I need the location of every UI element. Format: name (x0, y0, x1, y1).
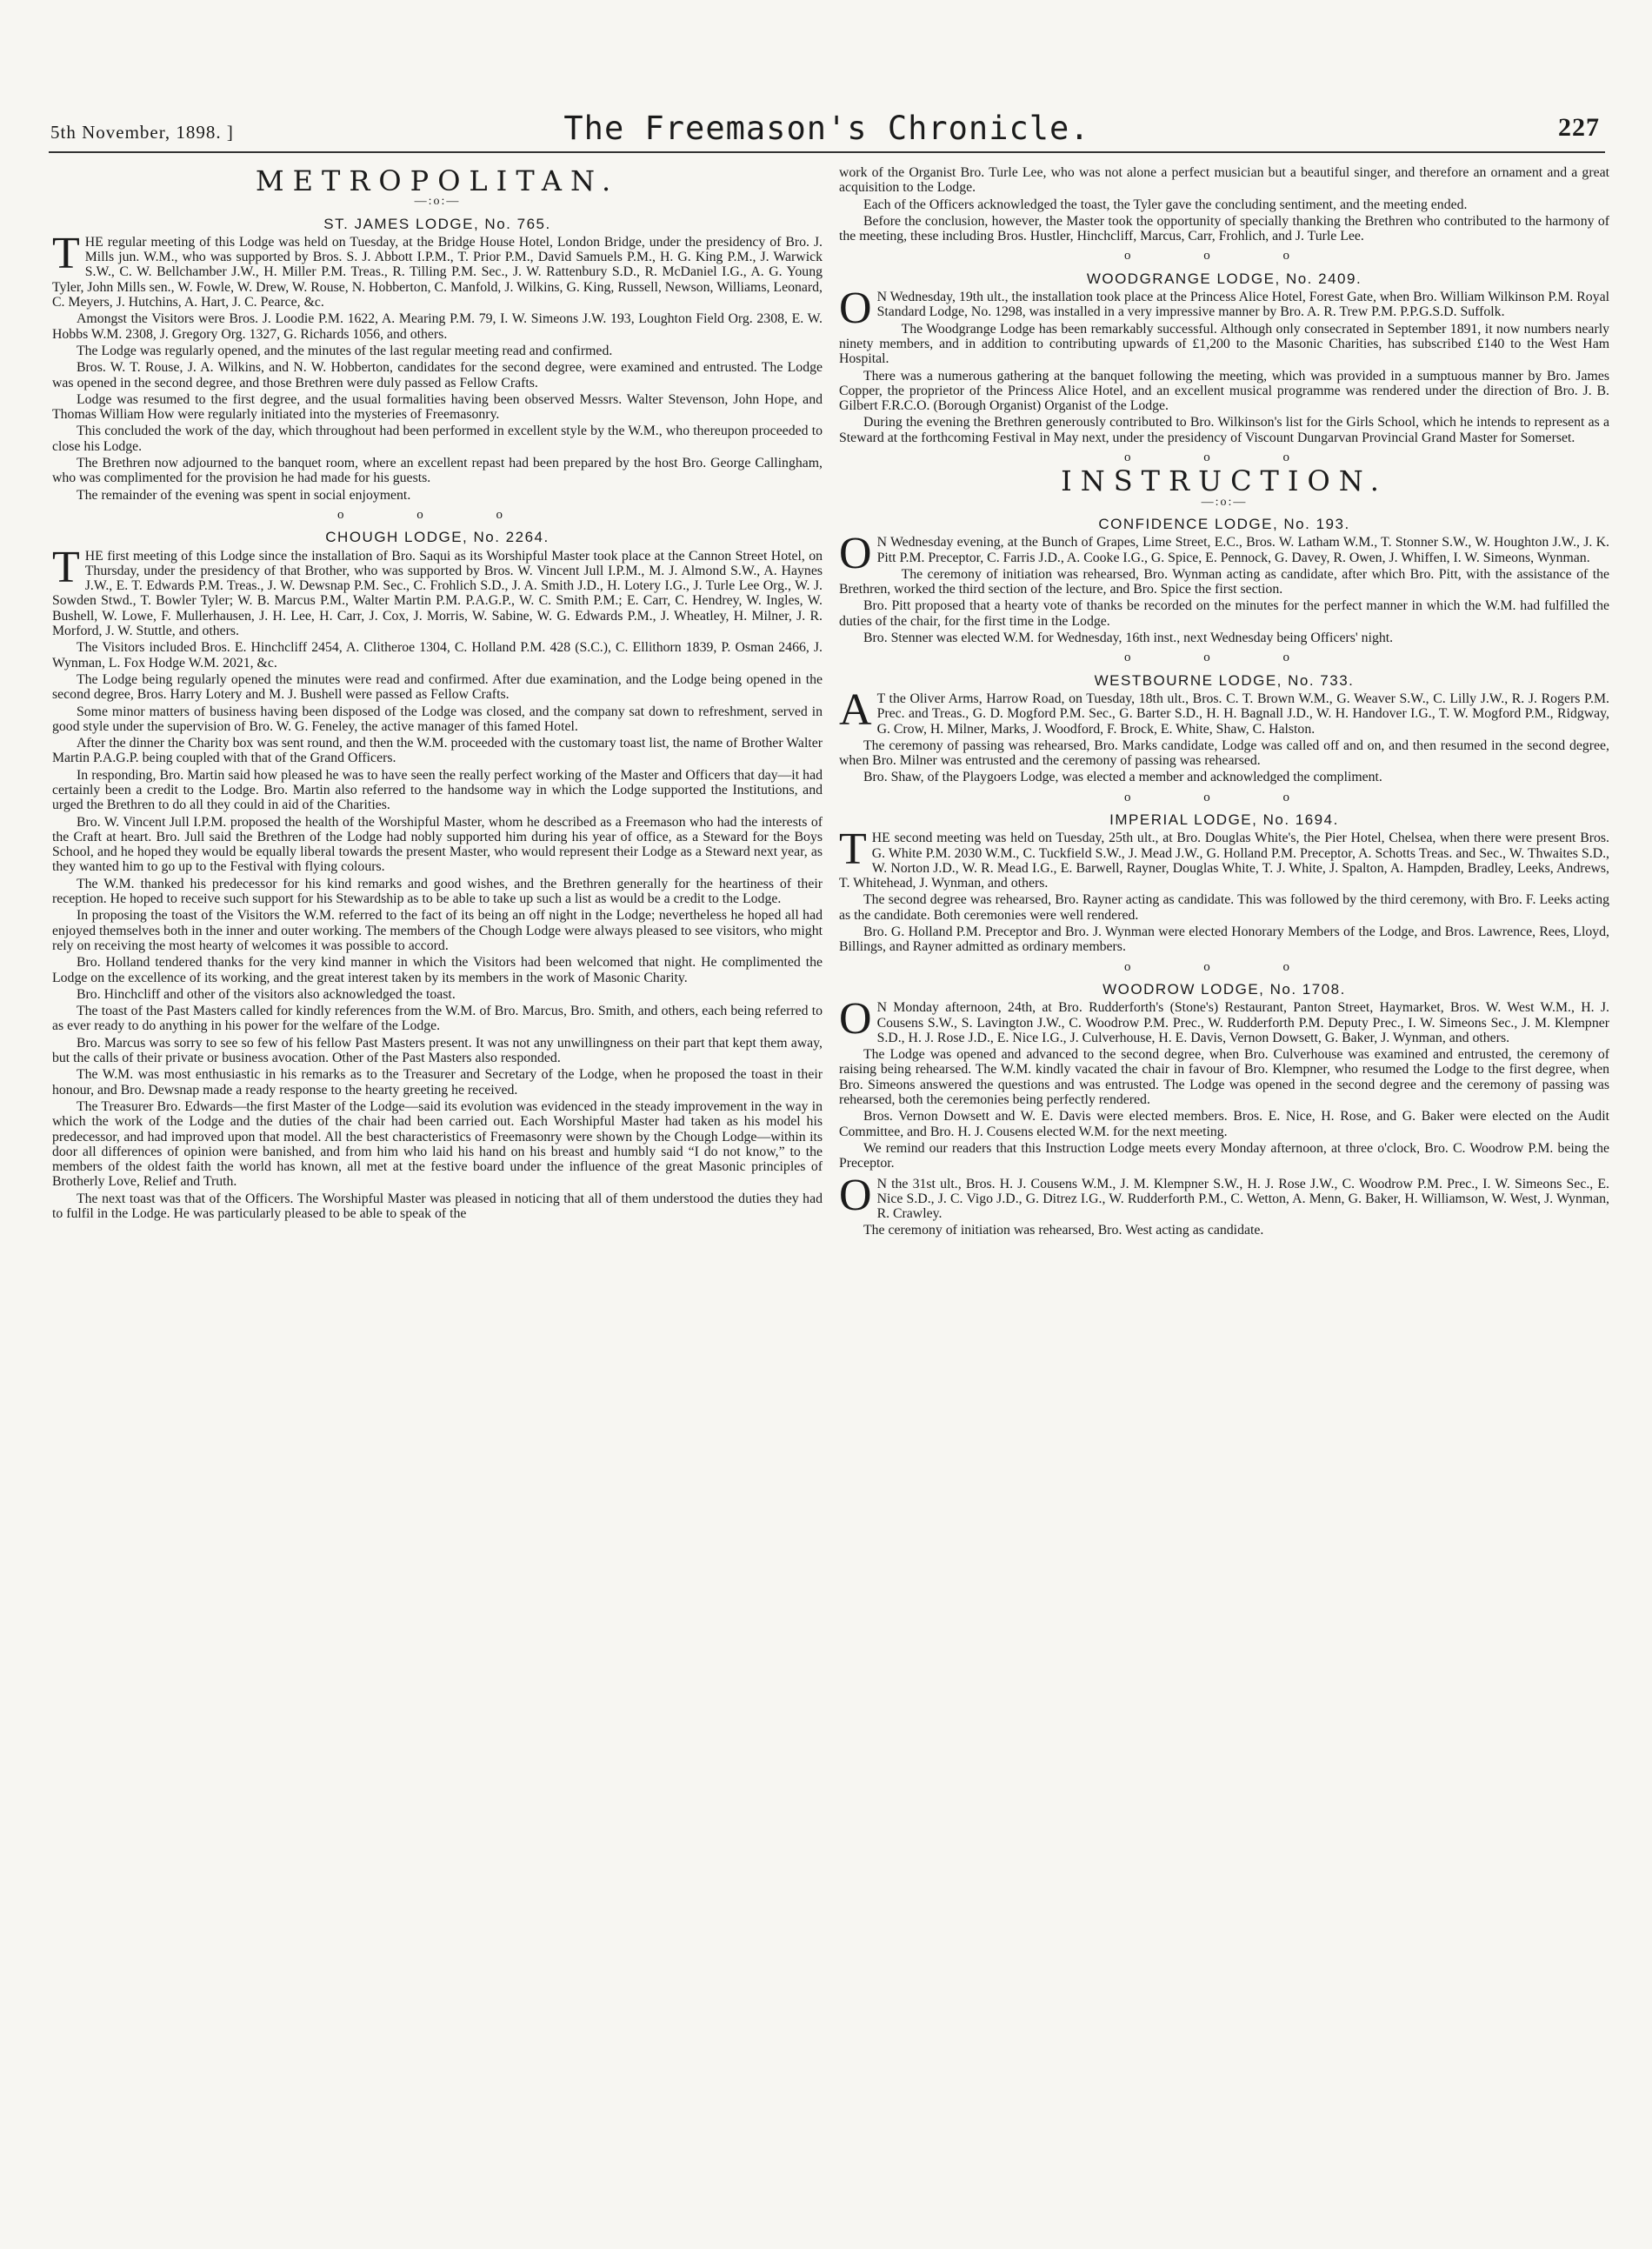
article-paragraph: Bro. Stenner was elected W.M. for Wednesday, 16th inst., next Wednesday being Officers' night. (863, 631, 1394, 646)
article-paragraph: The W.M. was most enthusiastic in his remarks as to the Treasurer and Secretary of the Lodge, when he proposed the toast in their honour, and Bro. Dewsnap made a ready response to the hearty greeting he received. (52, 1067, 823, 1098)
article-paragraph: This concluded the work of the day, which throughout had been performed in excellent style by the W.M., who thereupon proceeded to close his Lodge. (52, 424, 823, 454)
article-paragraph-continued: work of the Organist Bro. Turle Lee, who was not alone a perfect musician but a beautiful singer, and therefore an ornament and a great acquisition to the Lodge. (839, 165, 1609, 196)
section-title-metropolitan: METROPOLITAN. (255, 165, 620, 197)
article-paragraph: THE first meeting of this Lodge since the installation of Bro. Saqui as its Worshipful Master took place at the Cannon Street Hotel, on Thursday, under the presidency of that Brother, who was supported by Bros. W. Vincent Jull I.P.M., M. J. Almond S.W., A. Haynes J.W., E. T. Edwards P.M. Treas., J. W. Dewsnap P.M. Sec., C. Frohlich S.D., J. A. Smith J.D., H. Lotery I.G., J. Turle Lee Org., W. J. Sowden Stwd., T. Bowler Tyler; W. B. Marcus P.M., Walter Martin P.M. P.A.G.P., W. C. Smith P.M.; E. Carr, C. Hendrey, W. Ingles, W. Bushell, W. Lowe, F. Mullerhausen, J. H. Lee, H. Carr, J. Cox, J. Morris, W. Sabine, W. G. Edwards P.M., J. Wheatley, H. Milner, J. R. Morford, J. W. Stuttle, and others. (52, 542, 823, 639)
article-paragraph: Bro. Holland tendered thanks for the very kind manner in which the Visitors had been welcomed that night. He complimented the Lodge on the excellence of its working, and the great interest taken by its members in the work of Masonic Charity. (52, 955, 823, 985)
article-paragraph: We remind our readers that this Instruction Lodge meets every Monday afternoon, at three o'clock, Bro. C. Woodrow P.M. being the Preceptor. (839, 1140, 1609, 1171)
lodge-heading-confidence: CONFIDENCE LODGE, No. 193. (1098, 515, 1350, 532)
right-column (839, 165, 1609, 2235)
article-paragraph: The ceremony of initiation was rehearsed, Bro. Wynman acting as candidate, after which Bro. Pitt, with the assistance of the Brethren, worked the third section of the lecture, and Bro. Spice the first section. (839, 566, 1609, 597)
article-paragraph: Bro. Shaw, of the Playgoers Lodge, was elected a member and acknowledged the compliment. (863, 770, 1382, 785)
article-paragraph: O N the 31st ult., Bros. H. J. Cousens W.M., J. M. Klempner S.W., H. J. Rose J.W., C. Woodrow P.M. Prec., I. W. Simeons Sec., E. Nice S.D., J. C. Vigo J.D., G. Ditrez I.G., W. Rudderforth P.M., C. Wetton, A. Menn, G. Baker, H. Williamson, W. West, J. Wynman, R. Crawley. (839, 1170, 1609, 1222)
article-paragraph: A T the Oliver Arms, Harrow Road, on Tuesday, 18th ult., Bros. C. T. Brown W.M., G. Weaver S.W., C. Lilly J.W., R. J. Rogers P.M. Prec. and Treas., G. D. Mogford P.M. Sec., G. Barter S.D., H. H. Bagnall J.D., W. H. Handover I.G., T. W. Mogford P.M., Ridgway, G. Crow, H. Milner, Marks, J. Woodford, F. Brock, E. White, Shaw, C. Halston. (839, 684, 1609, 737)
article-paragraph: Bro. Marcus was sorry to see so few of his fellow Past Masters present. It was not any unwillingness on their part that kept them away, but the calls of their private or business avocation. Other of the Past Masters also responded. (52, 1035, 823, 1066)
article-paragraph: The remainder of the evening was spent in social enjoyment. (77, 487, 411, 503)
page-number: 227 (1558, 113, 1600, 142)
article-paragraph: THE second meeting was held on Tuesday, 25th ult., at Bro. Douglas White's, the Pier Hotel, Chelsea, when there were present Bros. G. White P.M. 2030 W.M., C. Tuckfield S.W., J. Mead J.W., G. Holland P.M. Preceptor, A. Schotts Treas. and Sec., W. Thwaites S.D., W. Norton J.D., W. R. Mead I.G., E. Barwell, Rayner, Douglas White, T. J. White, J. Spalton, A. Hampden, Bradley, Leeks, Andrews, T. Whitehead, J. Wynman, and others. (839, 824, 1609, 891)
lodge-heading-westbourne: WESTBOURNE LODGE, No. 733. (1094, 671, 1355, 689)
drop-cap: T (839, 824, 867, 875)
article-paragraph: Bro. Pitt proposed that a hearty vote of thanks be recorded on the minutes for the perfect manner in which the W.M. had fulfilled the duties of the chair, for the first time in the Lodge. (839, 598, 1609, 629)
article-paragraph: The ceremony of initiation was rehearsed, Bro. West acting as candidate. (863, 1223, 1264, 1238)
page-header (49, 108, 1605, 153)
article-paragraph: During the evening the Brethren generously contributed to Bro. Wilkinson's list for the Girls School, which he intends to represent as a Steward at the forthcoming Festival in May next, under the presidency of Viscount Dungarvan Provincial Grand Master for Somerset. (839, 415, 1609, 445)
article-paragraph: Some minor matters of business having been disposed of the Lodge was closed, and the company sat down to refreshment, served in good style under the supervision of Bro. W. G. Feneley, the active manager of this famed Hotel. (52, 704, 823, 734)
issue-date: 5th November, 1898. ] (50, 122, 234, 143)
drop-cap: O (839, 994, 872, 1044)
article-paragraph: The Brethren now adjourned to the banquet room, where an excellent repast had been prepared by the host Bro. George Callingham, who was complimented for the provision he had made for his guests. (52, 456, 823, 486)
section-ornament: —:o:— (1201, 495, 1248, 509)
article-paragraph: The toast of the Past Masters called for kindly references from the W.M. of Bro. Marcus, Bro. Smith, and others, each being referred to as ever ready to do anything in his power for the welfare of the Lodge. (52, 1004, 823, 1034)
article-paragraph: O N Wednesday, 19th ult., the installation took place at the Princess Alice Hotel, Forest Gate, when Bro. William Wilkinson P.M. Royal Standard Lodge, No. 1298, was installed in a very impressive manner by Bro. A. R. Trew P.M. P.P.G.S.D. Suffolk. (839, 284, 1609, 334)
lodge-heading-woodrow: WOODROW LODGE, No. 1708. (1102, 980, 1346, 998)
drop-cap: O (839, 529, 872, 579)
article-paragraph: The second degree was rehearsed, Bro. Rayner acting as candidate. This was followed by the third ceremony, with Bro. F. Leeks acting as the candidate. Both ceremonies were well rendered. (839, 892, 1609, 923)
article-paragraph: The Visitors included Bros. E. Hinchcliff 2454, A. Clitheroe 1304, C. Holland P.M. 428 (S.C.), C. Ellithorn 1839, P. Osman 2466, J. Wynman, L. Fox Hodge W.M. 2021, &c. (52, 640, 823, 671)
lodge-heading-st-james: ST. JAMES LODGE, No. 765. (323, 215, 551, 232)
article-paragraph: Bro. G. Holland P.M. Preceptor and Bro. J. Wynman were elected Honorary Members of the Lodge, and Bros. Lawrence, Rees, Lloyd, Billings, and Rayner admitted as ordinary members. (839, 924, 1609, 955)
article-paragraph: In proposing the toast of the Visitors the W.M. referred to the fact of its being an off night in the Lodge; nevertheless he hoped all had enjoyed themselves both in the inner and outer working. The members of the Chough Lodge were always pleased to see visitors, who might rely on receiving the most hearty of welcomes it was possible to accord. (52, 908, 823, 953)
drop-cap: A (839, 684, 872, 735)
article-paragraph: THE regular meeting of this Lodge was held on Tuesday, at the Bridge House Hotel, London Bridge, under the presidency of Bro. J. Mills jun. W.M., who was supported by Bros. S. J. Abbott I.P.M., T. Prior P.M., David Samuels P.M., H. G. King P.M., J. Warwick S.W., C. W. Bellchamber J.W., H. Miller P.M. Treas., R. Tilling P.M. Sec., J. W. Rattenbury S.D., R. McDaniel I.G., A. G. Young Tyler, John Mills sen., W. Fowle, W. Drew, W. Rouse, N. Hobberton, C. Manfold, J. Wilkins, G. King, Russell, Newson, Williams, Leonard, C. Meyers, J. Hutchins, A. Hart, J. C. Pearce, &c. (52, 228, 823, 310)
article-paragraph: O N Monday afternoon, 24th, at Bro. Rudderforth's (Stone's) Restaurant, Panton Street, Haymarket, Bros. W. West W.M., H. J. Cousens S.W., S. Lavington J.W., C. Woodrow P.M. Prec., W. Rudderforth P.M. Deputy Prec., I. W. Simeons Sec., J. M. Klempner S.D., H. J. Rose J.D., E. Nice I.G., J. Culverhouse, H. E. Davis, Vernon Dowsett, G. Baker, J. Wynman, and others. (839, 994, 1609, 1045)
section-divider: o o o (1124, 249, 1324, 264)
article-paragraph: The Lodge was opened and advanced to the second degree, when Bro. Culverhouse was examined and entrusted, the ceremony of raising being rehearsed. The W.M. kindly vacated the chair in favour of Bro. Klempner, who resumed the Lodge to the first degree, when Bro. Simeons answered the questions and was entrusted. The Lodge was opened in the second degree and the ceremony of passing was rehearsed, both the ceremonies being perfectly rendered. (839, 1047, 1609, 1108)
drop-cap: O (839, 284, 872, 334)
lodge-heading-imperial: IMPERIAL LODGE, No. 1694. (1109, 811, 1339, 828)
article-paragraph: The ceremony of passing was rehearsed, Bro. Marks candidate, Lodge was called off and on, and then resumed in the second degree, when Bro. Milner was entrusted and the ceremony of passing was rehearsed. (839, 737, 1609, 769)
section-ornament: —:o:— (414, 195, 461, 209)
article-paragraph: There was a numerous gathering at the banquet following the meeting, which was provided in a sumptuous manner by Bro. James Copper, the proprietor of the Princess Alice Hotel, and an excellent musical programme was rendered under the direction of Bro. J. B. Gilbert F.R.C.O. (Borough Organist) Organist of the Lodge. (839, 368, 1609, 414)
left-column (52, 165, 823, 2235)
article-paragraph: O N Wednesday evening, at the Bunch of Grapes, Lime Street, E.C., Bros. W. Latham W.M., T. Stonner S.W., W. Houghton J.W., J. K. Pitt P.M. Preceptor, C. Farris J.D., A. Cooke I.G., G. Spice, E. Pennock, G. Davey, R. Owen, J. Whiffen, I. W. Simeons, Wynman. (839, 529, 1609, 579)
article-paragraph: Each of the Officers acknowledged the toast, the Tyler gave the concluding sentiment, and the meeting ended. (863, 197, 1468, 212)
article-paragraph: Before the conclusion, however, the Master took the opportunity of specially thanking the Brethren who contributed to the harmony of the meeting, these including Bros. Hustler, Hinchcliff, Marcus, Carr, Frohlich, and J. Turle Lee. (839, 213, 1609, 244)
section-divider: o o o (1124, 651, 1324, 665)
article-paragraph: Amongst the Visitors were Bros. J. Loodie P.M. 1622, A. Mearing P.M. 79, I. W. Simeons J.W. 193, Loughton Field Org. 2308, E. W. Hobbs W.M. 2308, J. Gregory Org. 1327, G. Richards 1056, and others. (52, 311, 823, 342)
article-paragraph: Bro. Hinchcliff and other of the visitors also acknowledged the toast. (77, 986, 456, 1002)
section-title-instruction: INSTRUCTION. (1061, 464, 1388, 498)
article-paragraph: Lodge was resumed to the first degree, and the usual formalities having been observed Messrs. Walter Stevenson, John Hope, and Thomas William How were regularly initiated into the mysteries of Freemasonry. (52, 391, 823, 423)
masthead-title: The Freemason's Chronicle. (563, 110, 1090, 147)
section-divider: o o o (1124, 450, 1324, 465)
drop-cap: T (52, 542, 80, 592)
lodge-heading-chough: CHOUGH LODGE, No. 2264. (325, 529, 550, 546)
article-paragraph: The Lodge was regularly opened, and the minutes of the last regular meeting read and confirmed. (77, 343, 613, 358)
article-paragraph: The Treasurer Bro. Edwards—the first Master of the Lodge—said its evolution was evidenced in the steady improvement in the way in which the work of the Lodge and the duties of the chair had been carried out. Each Worshipful Master had taken as his model his predecessor, and had improved upon that model. All the best characteristics of Freemasonry were shown by the Chough Lodge—within its door all differences of opinion were banished, and from him who laid his hand on his breast and humbly said “I do not know,” to the members of the oldest faith the world has known, all met at the festive board under the influence of the great Masonic principles of Brotherly Love, Relief and Truth. (52, 1098, 823, 1190)
section-divider: o o o (1124, 790, 1324, 804)
article-paragraph: Bros. Vernon Dowsett and W. E. Davis were elected members. Bros. E. Nice, H. Rose, and G. Baker were elected on the Audit Committee, and Bro. H. J. Cousens elected W.M. for the next meeting. (839, 1109, 1609, 1139)
article-paragraph: The next toast was that of the Officers. The Worshipful Master was pleased in noticing that all of them understood the duties they had to fulfil in the Lodge. He was particularly pleased to be able to speak of the (52, 1191, 823, 1221)
drop-cap: O (839, 1170, 872, 1220)
section-divider: o o o (337, 507, 537, 522)
lodge-heading-woodgrange: WOODGRANGE LODGE, No. 2409. (1086, 270, 1362, 287)
article-paragraph: The W.M. thanked his predecessor for his kind remarks and good wishes, and the Brethren generally for the heartiness of their reception. He hoped to receive such support for his Stewardship as to be able to take up such a list as would be a credit to the Lodge. (52, 876, 823, 907)
article-paragraph: After the dinner the Charity box was sent round, and then the W.M. proceeded with the customary toast list, the name of Brother Walter Martin P.A.G.P. being coupled with that of the Grand Officers. (52, 736, 823, 766)
drop-cap: T (52, 228, 80, 278)
article-paragraph: Bros. W. T. Rouse, J. A. Wilkins, and N. W. Hobberton, candidates for the second degree, were examined and entrusted. The Lodge was opened in the second degree, and those Brethren were duly passed as Fellow Crafts. (52, 360, 823, 390)
article-paragraph: Bro. W. Vincent Jull I.P.M. proposed the health of the Worshipful Master, whom he described as a Freemason who had the interests of the Craft at heart. Bro. Jull said the Brethren of the Lodge had nobly supported him during his year of office, as a Steward for the Boys School, and he hoped they would be equally liberal towards the present Master, who would represent their Lodge as a Steward next year, as they wanted him to go up to the Festival with flying colours. (52, 814, 823, 875)
article-paragraph: In responding, Bro. Martin said how pleased he was to have seen the really perfect working of the Master and Officers that day—it had certainly been a credit to the Lodge. Bro. Martin also referred to the handsome way in which the Lodge supported the Institutions, and urged the Brethren to do all they could in aid of the Charities. (52, 767, 823, 813)
article-paragraph: The Lodge being regularly opened the minutes were read and confirmed. After due examination, and the Lodge being opened in the second degree, Bros. Harry Lotery and M. J. Bushell were passed as Fellow Crafts. (52, 671, 823, 703)
section-divider: o o o (1124, 959, 1324, 974)
article-paragraph: The Woodgrange Lodge has been remarkably successful. Although only consecrated in September 1891, it now numbers nearly ninety members, and in addition to contributing upwards of £1,200 to the Masonic Charities, has subscribed £140 to the West Ham Hospital. (839, 321, 1609, 367)
